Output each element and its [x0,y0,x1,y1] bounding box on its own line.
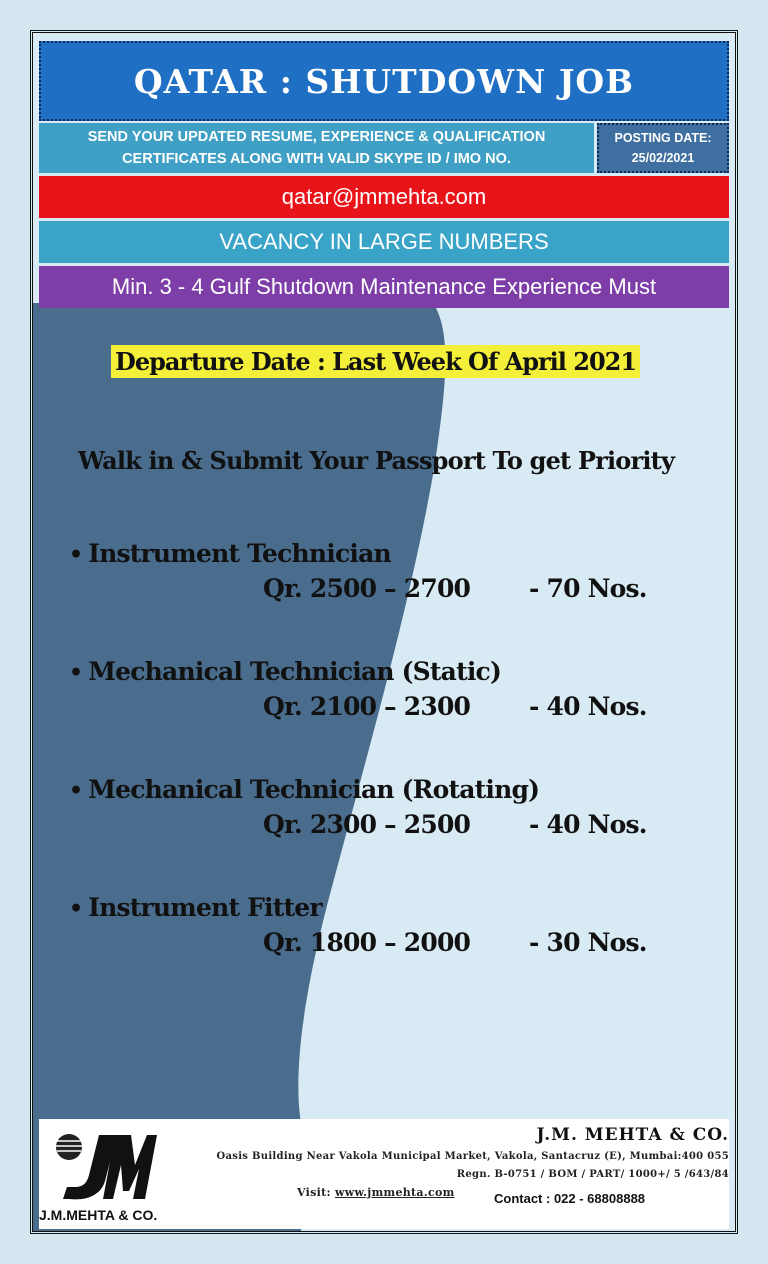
logo-label: J.M.MEHTA & CO. [39,1207,158,1223]
company-logo-icon [47,1129,159,1205]
departure-date: Departure Date : Last Week Of April 2021 [111,345,640,378]
walkin-note: Walk in & Submit Your Passport To get Priority [78,446,675,475]
send-instructions [39,123,594,173]
page-title: QATAR : SHUTDOWN JOB [39,41,729,121]
job-count: - 40 Nos. [529,810,647,839]
website-link[interactable]: www.jmmehta.com [334,1186,455,1199]
job-title: Mechanical Technician (Rotating) [88,775,540,804]
posting-date-label: POSTING DATE: [614,131,712,145]
job-item [69,539,719,608]
job-salary: Qr. 2500 – 2700 [263,574,471,603]
vacancy-banner: VACANCY IN LARGE NUMBERS [39,221,729,263]
poster [30,30,738,1234]
job-salary: Qr. 1800 – 2000 [263,928,471,957]
job-title: Instrument Technician [88,539,391,568]
experience-requirement: Min. 3 - 4 Gulf Shutdown Maintenance Experience Must [39,266,729,308]
posting-date-value: 25/02/2021 [631,151,695,165]
job-item [69,893,719,962]
job-count: - 30 Nos. [529,928,647,957]
footer [39,1119,729,1229]
posting-date-box [597,123,729,173]
contact-number: Contact : 022 - 68808888 [494,1191,646,1206]
send-line-1: SEND YOUR UPDATED RESUME, EXPERIENCE & QUALIFICATION [87,129,546,145]
job-salary: Qr. 2100 – 2300 [263,692,471,721]
visit-line [297,1186,455,1199]
company-name: J.M. MEHTA & CO. [536,1125,729,1145]
job-title: Mechanical Technician (Static) [88,657,501,686]
bullet-icon: • [69,896,83,922]
send-line-2: CERTIFICATES ALONG WITH VALID SKYPE ID / IMO NO. [122,151,511,167]
job-item [69,657,719,726]
email-link[interactable]: qatar@jmmehta.com [39,176,729,218]
job-salary: Qr. 2300 – 2500 [263,810,471,839]
registration-number: Regn. B-0751 / BOM / PART/ 1000+/ 5 /643/84 [456,1169,729,1180]
bullet-icon: • [69,660,83,686]
job-count: - 70 Nos. [529,574,647,603]
job-title: Instrument Fitter [88,893,322,922]
job-item [69,775,719,844]
company-address: Oasis Building Near Vakola Municipal Market, Vakola, Santacruz (E), Mumbai:400 055 [216,1151,729,1162]
bullet-icon: • [69,778,83,804]
visit-label: Visit: [297,1186,335,1199]
job-count: - 40 Nos. [529,692,647,721]
bullet-icon: • [69,542,83,568]
